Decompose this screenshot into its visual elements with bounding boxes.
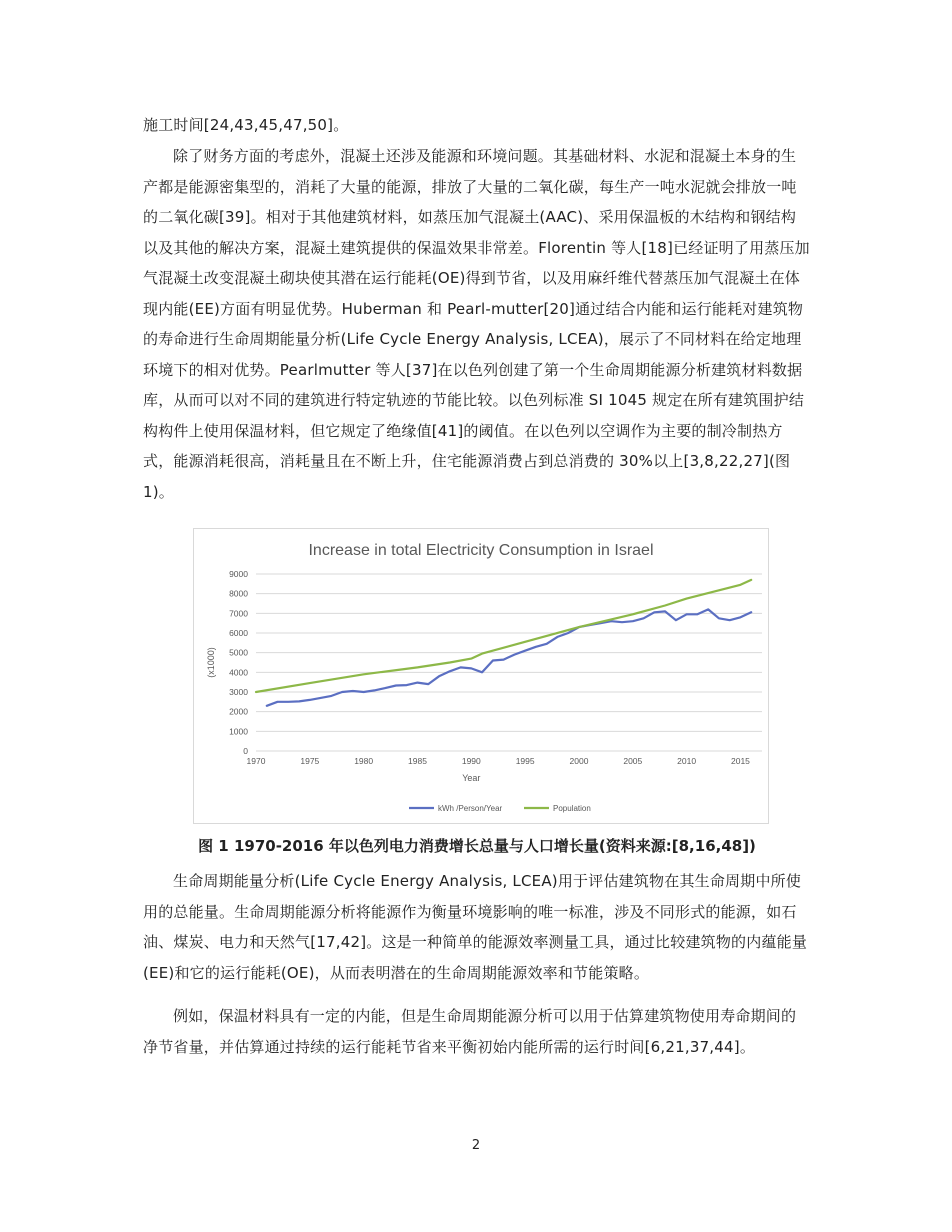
electricity-population-chart: [194, 529, 768, 823]
x-tick-label: 2010: [677, 756, 697, 766]
y-tick-label: 7000: [229, 608, 248, 619]
x-tick-label: 2005: [623, 756, 643, 766]
y-tick-label: 0: [243, 746, 248, 756]
page-number: 2: [471, 1138, 481, 1153]
legend-label-population: Population: [553, 804, 591, 813]
x-tick-label: 1985: [408, 756, 427, 766]
x-tick-label: 1990: [461, 756, 481, 766]
population-series-line: [256, 580, 751, 692]
paragraph-lcea-definition: 生命周期能量分析(Life Cycle Energy Analysis, LCEA)用于评估建筑物在其生命周期中所使用的总能量。生命周期能源分析将能源作为衡量环境影响的唯一标准，涉及不同形式的能源，如石油、煤炭、电力和天然气[17,42]。这是一种简单的能源效率测量工具，通过比较建筑物的内蕴能量(EE)和它的运行能耗(OE)，从而表明潜在的生命周期能源效率和节能策略。: [143, 872, 808, 982]
y-tick-label: 8000: [229, 588, 248, 599]
y-tick-label: 4000: [229, 667, 248, 678]
x-tick-label: 2000: [569, 756, 589, 766]
y-tick-label: 1000: [229, 726, 248, 737]
kwh-series-line: [267, 609, 751, 705]
paragraph-energy-environment: 除了财务方面的考虑外，混凝土还涉及能源和环境问题。其基础材料、水泥和混凝土本身的生产都是能源密集型的，消耗了大量的能源，排放了大量的二氧化碳，每生产一吨水泥就会排放一吨的二氧化碳[39]。相对于其他建筑材料，如蒸压加气混凝土(AAC)、采用保温板的木结构和钢结构以及其他的解决方案，混凝土建筑提供的保温效果非常差。Florentin 等人[18]已经证明了用蒸压加气混凝土改变混凝土砌块使其潜在运行能耗(OE)得到节省，以及用麻纤维代替蒸压加气混凝土在体现内能(EE)方面有明显优势。Huberman 和 Pearl-mutter[20]通过结合内能和运行能耗对建筑物的寿命进行生命周期能量分析(Life Cycle Energy Analysis, LCEA)，展示了不同材料在给定地理环境下的相对优势。Pearlmutter 等人[37]在以色列创建了第一个生命周期能源分析建筑材料数据库，从而可以对不同的建筑进行特定轨迹的节能比较。以色列标准 SI 1045 规定在所有建筑围护结构构件上使用保温材料，但它规定了绝缘值[41]的阈值。在以色列以空调作为主要的制冷制热方式，能源消耗很高，消耗量且在不断上升，住宅能源消费占到总消费的 30%以上[3,8,22,27](图 1)。: [143, 147, 810, 501]
y-tick-label: 6000: [229, 628, 248, 638]
y-axis-label: (x1000): [206, 647, 216, 678]
legend-label-kwh: kWh /Person/Year: [438, 804, 503, 813]
figure-caption: 图 1 1970-2016 年以色列电力消费增长总量与人口增长量(资料来源:[8,16,48]): [198, 837, 756, 855]
y-tick-label: 5000: [229, 647, 248, 658]
paragraph-example: 例如，保温材料具有一定的内能，但是生命周期能源分析可以用于估算建筑物使用寿命期间的净节省量，并估算通过持续的运行能耗节省来平衡初始内能所需的运行时间[6,21,37,44]。: [143, 1007, 797, 1056]
x-axis-label: Year: [462, 773, 481, 783]
paragraph-continuation: 施工时间[24,43,45,47,50]。: [143, 116, 349, 134]
x-tick-label: 1995: [515, 756, 535, 766]
y-tick-label: 9000: [229, 569, 248, 579]
chart-title: Increase in total Electricity Consumption in Israel: [308, 542, 654, 559]
x-tick-label: 2015: [731, 756, 750, 766]
x-tick-label: 1980: [354, 756, 374, 766]
figure-1-chart: [193, 528, 769, 824]
x-tick-label: 1975: [300, 756, 320, 766]
y-tick-label: 2000: [229, 706, 248, 717]
x-tick-label: 1970: [246, 756, 266, 766]
y-tick-label: 3000: [229, 687, 248, 697]
